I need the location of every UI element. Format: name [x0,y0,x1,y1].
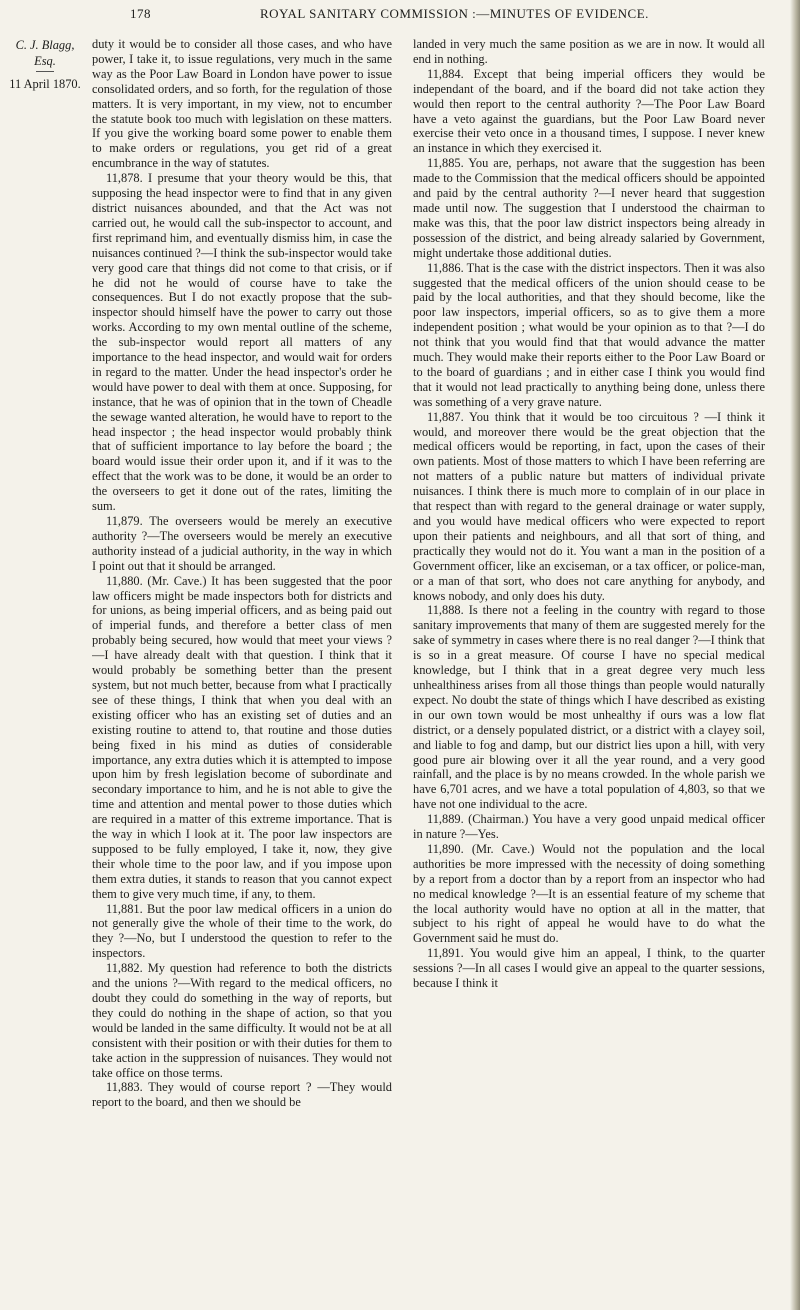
paragraph: landed in very much the same position as we are in now. It would all end in nothing. [413,37,765,66]
page-header [30,6,770,28]
paragraph: 11,879. The overseers would be merely an executive authority ?—The overseers would be merely an executive authority instead of a judicial authority, in the way in which I point out that it should be arranged. [92,514,392,573]
paragraph: 11,886. That is the case with the district inspectors. Then it was also suggested that the medical officers of the union should cease to be paid by the local authorities, and that they should become, like the poor law inspectors, imperial officers, so as to give them a more independent position ; what would be your opinion as to that ?—I do not think that you would find that that would advance the matter much. They would make their reports either to the Poor Law Board or to the board of guardians ; and in either case I think you would find that it would not lead practically to anything being done, unless there was something of a very grave nature. [413,260,765,409]
paragraph: 11,890. (Mr. Cave.) Would not the population and the local authorities be more impressed with the necessity of doing something by a report from a doctor than by a report from an inspector who had no medical knowledge ?—It is an essential feature of my scheme that the local authority would have no option at all in the matter, that subject to his right of appeal he would have to do what the Government said he must do. [413,841,765,946]
paragraph: duty it would be to consider all those cases, and who have power, I take it, to issue regulations, very much in the same way as the Poor Law Board in London have power to issue consolidated orders, and so forth, for the regulation of those matters. It is very important, in my view, not to encumber the statute book too much with legislation on these matters. If you give the working board some power to enable them to make orders or regulations, you get rid of a great encumbrance in the way of statutes. [92,37,392,171]
margin-note [4,37,86,92]
paragraph: 11,889. (Chairman.) You have a very good unpaid medical officer in nature ?—Yes. [413,812,765,842]
paragraph: 11,881. But the poor law medical officers in a union do not generally give the whole of their time to the work, do they ?—No, but I understood the question to refer to the inspectors. [92,901,392,961]
paragraph: 11,883. They would of course report ? —They would report to the board, and then we should be [92,1080,392,1110]
paragraph: 11,884. Except that being imperial officers they would be independant of the board, and if the board did not take action they would then report to the central authority ?—The Poor Law Board have a veto against the guardians, but the Poor Law Board never exercise their veto once in a thousand times, I suppose. I never knew an instance in which they exercised it. [413,66,765,156]
paragraph: 11,891. You would give him an appeal, I think, to the quarter sessions ?—In all cases I would give an appeal to the quarter sessions, because I think it [413,946,765,991]
paragraph: 11,882. My question had reference to both the districts and the unions ?—With regard to the medical officers, no doubt they could do something in the way of reports, but they could do nothing in the shape of action, so that you would be landed in the same difficulty. It would not be at all consistent with their position or with their duties for them to take action in the suppression of nuisances. They would not take office on those terms. [92,961,392,1080]
hearing-date: 11 April 1870. [9,77,81,91]
paragraph: 11,885. You are, perhaps, not aware that the suggestion has been made to the Commission that the medical officers should be appointed and paid by the central authority ?—I never heard that suggestion made until now. The suggestion that I understood the chairman to make was this, that the poor law district inspectors being already in possession of the district, and being already salaried by Government, might undertake those additional duties. [413,156,765,260]
witness-name: C. J. Blagg, [15,38,75,52]
paragraph: 11,878. I presume that your theory would be this, that supposing the head inspector were to find that in any given district nuisances abounded, and that the Act was not carried out, he would call the sub-inspector to account, and first reprimand him, and eventually dismiss him, in case the nuisances continued ?—I think the sub-inspector would take very good care that things did not come to that crisis, or if he did not he would of course have to take the consequences. But I do not exactly propose that the sub-inspector should himself have the power to carry out those works. According to my own mental outline of the scheme, the sub-inspector would report all matters of any importance to the head inspector, and would wait for orders in regard to the matter. Under the head inspector's order he would have power to deal with them at once. Supposing, for instance, that he was of opinion that in the town of Cheadle the sewage wanted alteration, he would have to report to the head inspector ; the head inspector would probably think that of sufficient importance to lay before the board ; the board would issue their order upon it, and if it was to the effect that the work was to be done, it would be an order to the overseers to get it done out of the rates, limiting the sum. [92,171,392,514]
page-number: 178 [130,6,151,21]
margin-rule [36,71,54,72]
binding-edge [790,0,800,1310]
paragraph: 11,887. You think that it would be too circuitous ? —I think it would, and moreover there would be the great objection that the medical officers would be reporting, in fact, upon the cases of their own patients. Most of those matters to which I have been referring are not matters of a public nature but matters of individual private nuisances. I think there is much more to complain of in our place in that respect than with regard to the general drainage or water supply, and you would have medical officers who were expected to report upon their patients and neighbours, and all that sort of thing, and practically they would not do it. You want a man in the position of a Government officer, like an exciseman, or a tax officer, or police-man, or a man of that sort, who does not care anything for anybody, and knows nobody, and only does his duty. [413,409,765,603]
left-column [92,37,392,1299]
right-column [413,37,765,1299]
witness-title: Esq. [34,54,56,68]
running-head: ROYAL SANITARY COMMISSION :—MINUTES OF EVIDENCE. [260,6,649,21]
paragraph: 11,888. Is there not a feeling in the country with regard to those sanitary improvements that many of them are suggested merely for the sake of symmetry in cases where there is no real danger ?—I think that is so in a great measure. Of course I have no special medical knowledge, but I think that in a great degree very much less unhealthiness arises from all those things than people would naturally expect. No doubt the state of things which I have described as existing in our own town would be most unhealthy if ours was a low flat district, or a densely populated district, or a district with a clayey soil, and liable to fog and damp, but our district lies upon a hill, with very good pure air blowing over it all the year round, and a very good rainfall, and the place is by no means crowded. In the whole parish we have 6,701 acres, and we have a total population of 4,803, so that we have not one individual to the acre. [413,603,765,812]
paragraph: 11,880. (Mr. Cave.) It has been suggested that the poor law officers might be made inspectors both for districts and for unions, as being imperial officers, and as being paid out of imperial funds, and therefore a better class of men probably being secured, how would that meet your views ?—I have already dealt with that question. I think that it would probably be something better than the present system, but not much better, because from what I practically see of these things, I think that when you deal with an existing officer who has an existing set of duties and an existing routine to attend to, that routine and those duties being fixed in his mind as duties of considerable importance, any extra duties which it is attempted to impose upon him by fresh legislation become of subordinate and secondary importance to him, and he is not able to give the time and attention and mental power to those duties which are required in a matter of this extreme importance. That is the way in which I look at it. The poor law inspectors are supposed to be fully employed, I take it, now, they give their whole time to the poor law, and if you impose upon them extra duties, it stands to reason that you cannot expect them to give very much time, if any, to them. [92,573,392,901]
